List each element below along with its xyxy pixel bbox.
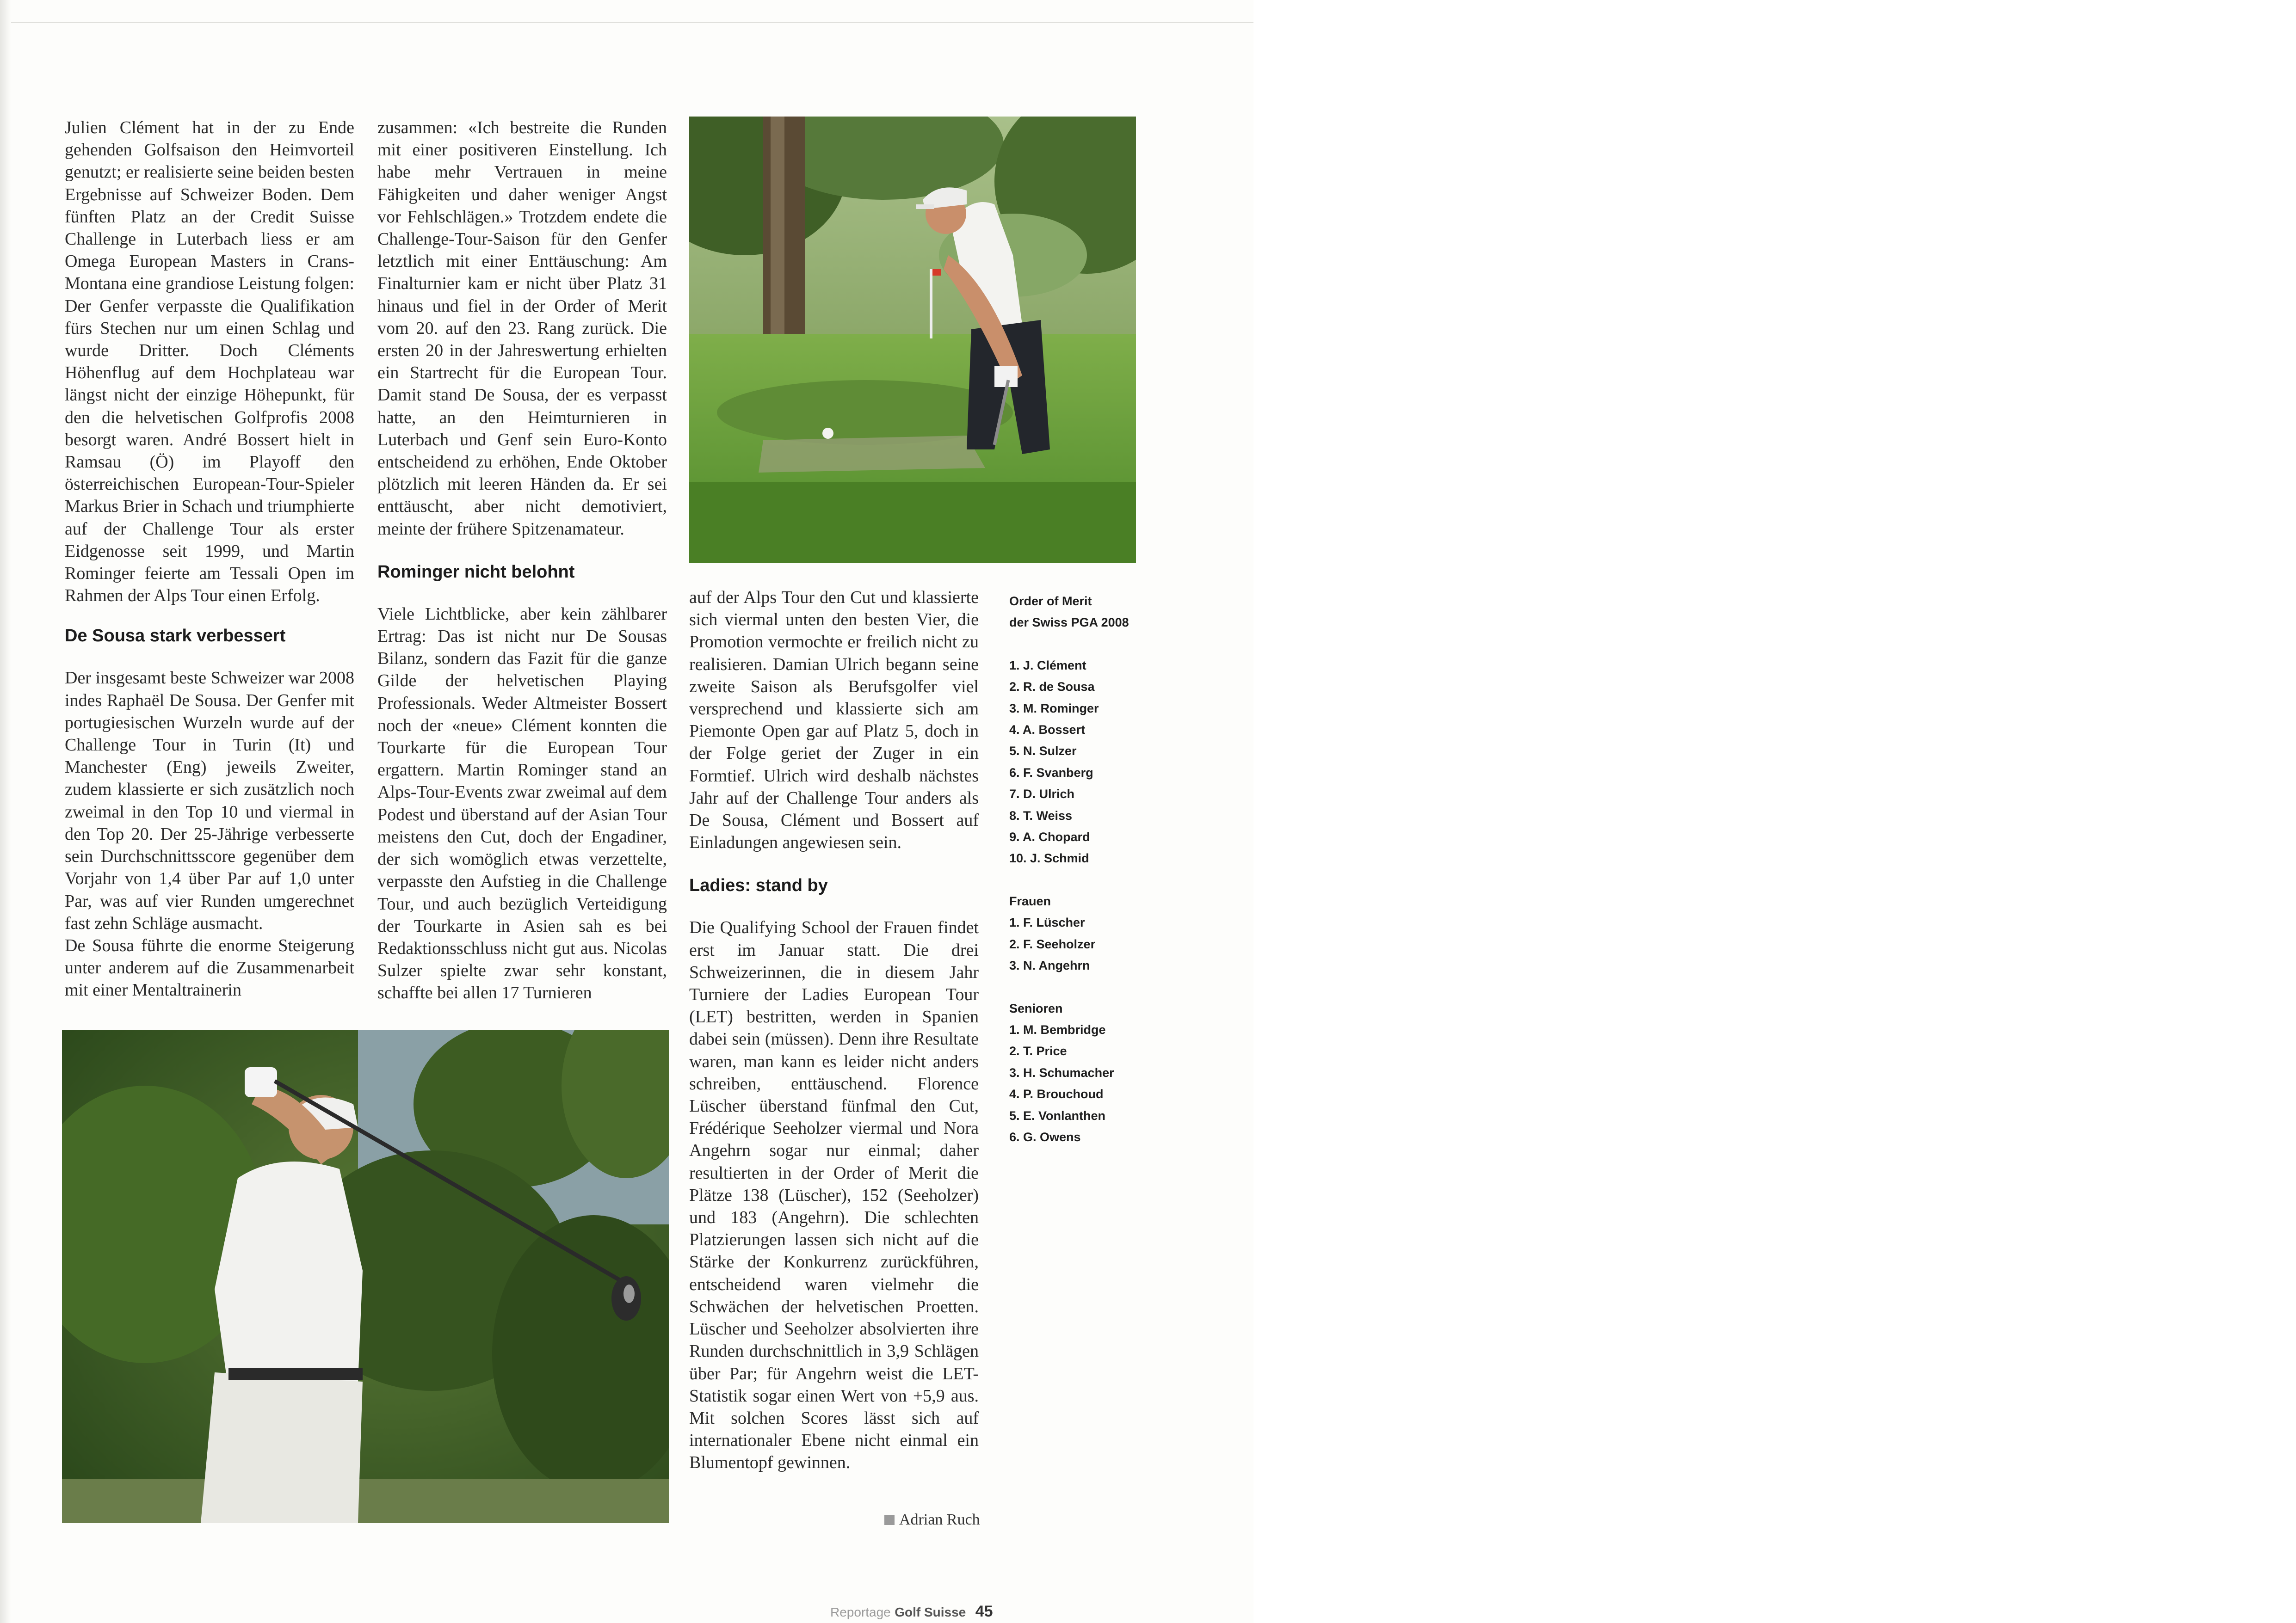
paragraph: zusammen: «Ich bestreite die Runden mit einer positiveren Einstellung. Ich habe mehr Vertrauen in meine Fähigkeiten und daher weniger Angst vor Fehlschlägen.» Trotzdem endete die Challenge-Tour-Saison für den Genfer letztlich mit einer Enttäuschung: Am Finalturnier kam er nicht über Platz 31 hinaus und fiel in der Order of Merit vom 20. auf den 23. Rang zurück. Die ersten 20 in der Jahreswertung erhielten ein Startrecht für die European Tour. Damit stand De Sousa, der es verpasst hatte, an den Heimturnieren in Luterbach und Genf sein Euro-Konto entscheidend zu erhöhen, Ende Oktober plötzlich mit leeren Händen da. Er sei enttäuscht, aber nicht demotiviert, meinte der frühere Spitzenamateur.	[377, 118, 667, 539]
page-binding-shadow	[0, 0, 11, 1623]
ranking-item: 3. H. Schumacher	[1009, 1065, 1114, 1080]
article-column-1	[65, 117, 354, 1002]
ranking-item: 4. P. Brouchoud	[1009, 1087, 1104, 1101]
box-title-line-2: der Swiss PGA 2008	[1009, 615, 1129, 630]
page-number: 45	[975, 1603, 993, 1620]
ranking-item: 3. N. Angehrn	[1009, 959, 1090, 973]
ranking-item: 1. M. Bembridge	[1009, 1022, 1106, 1037]
paragraph: Der insgesamt beste Schweizer war 2008 indes Raphaël De Sousa. Der Genfer mit portugiesischen Wurzeln wurde auf der Challenge Tour in Turin (It) und Manchester (Eng) jeweils Zweiter, zudem klassierte er sich zusätzlich noch zweimal in den Top 10 und viermal in den Top 20. Der 25-Jährige verbesserte sein Durchschnittsscore gegenüber dem Vorjahr von 1,4 über Par auf 1,0 unter Par, was auf vier Runden umgerechnet fast zehn Schläge ausmacht.	[65, 668, 354, 933]
photo-golfer-drive	[62, 1030, 669, 1523]
ranking-item: 6. G. Owens	[1009, 1130, 1081, 1144]
subheading: De Sousa stark verbessert	[65, 626, 286, 646]
seniors-heading: Senioren	[1009, 1001, 1063, 1015]
ranking-item: 1. F. Lüscher	[1009, 916, 1085, 930]
men-ranking-list	[1009, 655, 1162, 869]
ranking-item: 5. N. Sulzer	[1009, 744, 1077, 758]
ranking-item: 8. T. Weiss	[1009, 808, 1073, 823]
ranking-item: 10. J. Schmid	[1009, 851, 1089, 866]
paragraph: Die Qualifying School der Frauen findet erst im Januar statt. Die drei Schweizerinnen, die in diesem Jahr Turniere der Ladies European Tour (LET) bestritten, werden in Spanien dabei sein (müssen). Denn ihre Resultate waren, man kann es leider nicht anders schreiben, enttäuschend. Florence Lüscher überstand fünfmal den Cut, Frédérique Seeholzer viermal und Nora Angehrn sogar nur einmal; daher resultierten in der Order of Merit die Plätze 138 (Lüscher), 152 (Seeholzer) und 183 (Angehrn). Die schlechten Platzierungen lassen sich nicht auf die Stärke der Konkurrenz zurückführen, entscheidend waren vielmehr die Schwächen der helvetischen Proetten. Lüscher und Seeholzer absolvierten ihre Runden durchschnittlich in 3,9 Schlägen über Par; für Angehrn weist die LET-Statistik sogar einen Wert von +5,9 aus. Mit solchen Scores lässt sich auf internationaler Ebene nicht einmal ein Blumentopf gewinnen.	[689, 918, 979, 1473]
author-byline	[884, 1511, 980, 1529]
ranking-item: 5. E. Vonlanthen	[1009, 1108, 1106, 1123]
footer-section: Reportage	[830, 1605, 891, 1619]
seniors-ranking-list	[1009, 1019, 1162, 1148]
women-ranking-list	[1009, 912, 1162, 976]
paragraph: auf der Alps Tour den Cut und klassierte sich viermal unten den besten Vier, die Promotion vermochte er freilich nicht zu realisieren. Damian Ulrich begann seine zweite Saison als Berufsgolfer viel versprechend und klassierte sich am Piemonte Open gar auf Platz 5, doch in der Folge geriet der Zuger in ein Formtief. Ulrich wird deshalb nächstes Jahr auf der Challenge Tour anders als De Sousa, Clément und Bossert auf Einladungen angewiesen sein.	[689, 588, 979, 853]
paragraph: Viele Lichtblicke, aber kein zählbarer Ertrag: Das ist nicht nur De Sousas Bilanz, sondern das Fazit für die ganze Gilde der helvetischen Playing Professionals. Weder Altmeister Bossert noch der «neue» Clément konnten die Tourkarte für die European Tour ergattern. Martin Rominger stand an Alps-Tour-Events zwar zweimal auf dem Podest und überstand auf der Asian Tour meistens den Cut, doch der Engadiner, der sich womöglich etwas verzettelte, verpasste den Aufstieg in die Challenge Tour, und auch bezüglich Verteidigung der Tourkarte in Asien sah es bei Redaktionsschluss nicht gut aus. Nicolas Sulzer spielte zwar sehr konstant, schaffte bei allen 17 Turnieren	[377, 604, 667, 1003]
ranking-item: 2. F. Seeholzer	[1009, 937, 1096, 951]
women-heading: Frauen	[1009, 894, 1051, 908]
photo-golfer-chipping	[689, 117, 1136, 563]
footer-magazine: Golf Suisse	[895, 1605, 966, 1619]
ranking-item: 9. A. Chopard	[1009, 830, 1090, 844]
subheading: Ladies: stand by	[689, 876, 828, 896]
ranking-item: 2. T. Price	[1009, 1044, 1067, 1058]
box-title-line-1: Order of Merit	[1009, 594, 1092, 608]
ranking-item: 7. D. Ulrich	[1009, 787, 1075, 801]
article-column-2	[377, 117, 667, 1004]
page-top-edge	[0, 22, 1253, 23]
ranking-item: 1. J. Clément	[1009, 658, 1086, 672]
article-column-3	[689, 586, 979, 1474]
ranking-item: 2. R. de Sousa	[1009, 680, 1095, 694]
square-bullet-icon	[884, 1515, 895, 1525]
subheading: Rominger nicht belohnt	[377, 562, 575, 582]
ranking-item: 3. M. Rominger	[1009, 701, 1099, 715]
author-name: Adrian Ruch	[899, 1511, 980, 1528]
order-of-merit-box	[1009, 590, 1162, 1148]
ranking-item: 6. F. Svanberg	[1009, 765, 1093, 780]
ranking-item: 4. A. Bossert	[1009, 723, 1086, 737]
page-footer	[830, 1603, 993, 1621]
paragraph: Julien Clément hat in der zu Ende gehenden Golfsaison den Heimvorteil genutzt; er realisierte seine beiden besten Ergebnisse auf Schweizer Boden. Dem fünften Platz an der Credit Suisse Challenge in Luterbach liess er am Omega European Masters in Crans-Montana eine grandiose Leistung folgen: Der Genfer verpasste die Qualifikation fürs Stechen nur um einen Schlag und wurde Dritter. Doch Cléments Höhenflug auf dem Hochplateau war längst nicht der einzige Höhepunkt, für den die helvetischen Golfprofis 2008 besorgt waren. André Bossert hielt in Ramsau (Ö) im Playoff den österreichischen European-Tour-Spieler Markus Brier in Schach und triumphierte auf der Challenge Tour als erster Eidgenosse seit 1999, und Martin Rominger feierte am Tessali Open im Rahmen der Alps Tour einen Erfolg.	[65, 118, 354, 606]
paragraph: De Sousa führte die enorme Steigerung unter anderem auf die Zusammenarbeit mit einer Mentaltrainerin	[65, 935, 354, 1000]
